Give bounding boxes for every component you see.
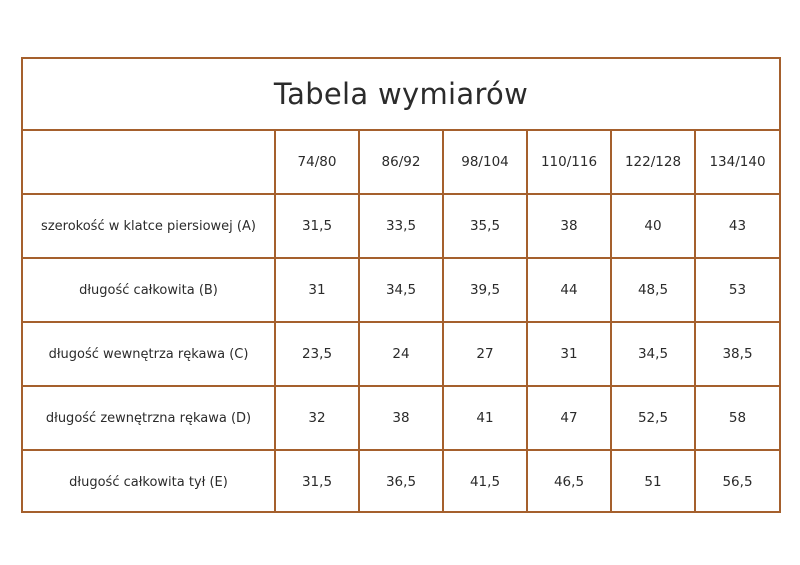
measurement-value: 52,5: [611, 386, 695, 450]
measurement-label: długość całkowita (B): [23, 258, 275, 322]
measurement-value: 31,5: [275, 450, 359, 513]
size-chart-frame: [21, 57, 781, 513]
size-header: 110/116: [527, 131, 611, 194]
measurement-value: 23,5: [275, 322, 359, 386]
size-table: [23, 131, 779, 513]
measurement-label: długość zewnętrzna rękawa (D): [23, 386, 275, 450]
table-row: [23, 386, 779, 450]
measurement-value: 31: [275, 258, 359, 322]
measurement-value: 41: [443, 386, 527, 450]
measurement-value: 48,5: [611, 258, 695, 322]
corner-cell: [23, 131, 275, 194]
size-header: 134/140: [695, 131, 779, 194]
measurement-value: 34,5: [611, 322, 695, 386]
measurement-value: 46,5: [527, 450, 611, 513]
size-header: 74/80: [275, 131, 359, 194]
measurement-value: 35,5: [443, 194, 527, 258]
measurement-value: 32: [275, 386, 359, 450]
measurement-value: 38: [359, 386, 443, 450]
table-row: [23, 258, 779, 322]
measurement-value: 34,5: [359, 258, 443, 322]
header-row: [23, 131, 779, 194]
measurement-label: szerokość w klatce piersiowej (A): [23, 194, 275, 258]
measurement-value: 58: [695, 386, 779, 450]
table-row: [23, 450, 779, 513]
measurement-value: 44: [527, 258, 611, 322]
title-row: [23, 59, 779, 131]
size-header: 122/128: [611, 131, 695, 194]
measurement-value: 31,5: [275, 194, 359, 258]
measurement-value: 38: [527, 194, 611, 258]
measurement-value: 41,5: [443, 450, 527, 513]
measurement-value: 27: [443, 322, 527, 386]
measurement-value: 24: [359, 322, 443, 386]
measurement-label: długość całkowita tył (E): [23, 450, 275, 513]
size-header: 98/104: [443, 131, 527, 194]
measurement-value: 33,5: [359, 194, 443, 258]
size-header: 86/92: [359, 131, 443, 194]
measurement-value: 40: [611, 194, 695, 258]
measurement-value: 47: [527, 386, 611, 450]
table-row: [23, 322, 779, 386]
page-title: Tabela wymiarów: [273, 77, 529, 111]
measurement-label: długość wewnętrza rękawa (C): [23, 322, 275, 386]
measurement-value: 36,5: [359, 450, 443, 513]
measurement-value: 56,5: [722, 474, 753, 490]
measurement-value: 38,5: [695, 322, 779, 386]
measurement-value: 39,5: [443, 258, 527, 322]
measurement-value: 43: [695, 194, 779, 258]
measurement-value: 51: [611, 450, 695, 513]
measurement-value: 53: [695, 258, 779, 322]
table-row: [23, 194, 779, 258]
measurement-value: 31: [527, 322, 611, 386]
